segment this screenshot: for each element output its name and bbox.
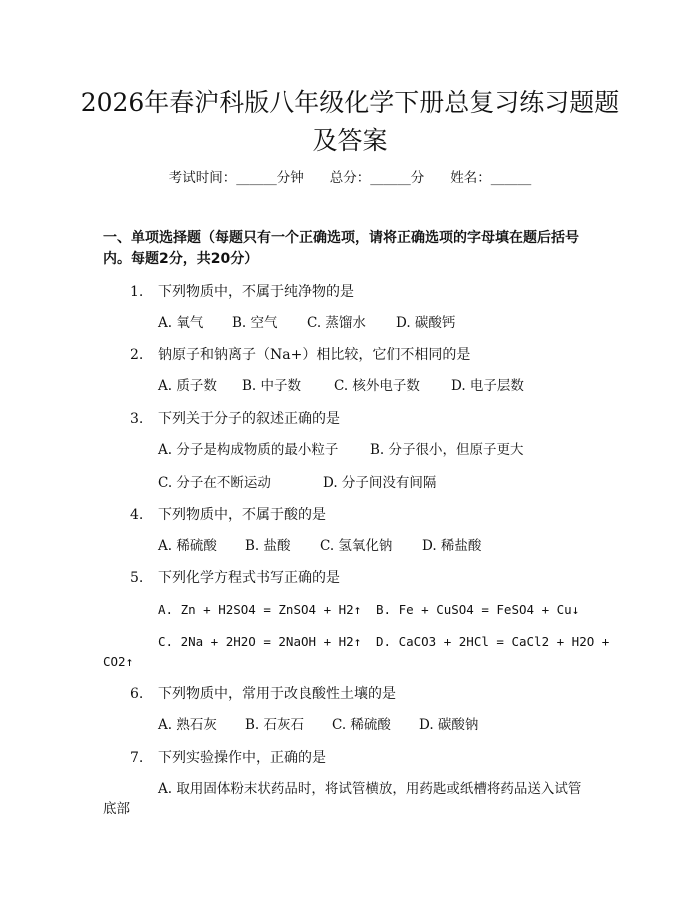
option-d: D. CaCO3 + 2HCl = CaCl2 + H2O +	[376, 634, 610, 649]
question-2	[130, 345, 470, 365]
question-text: 下列物质中，常用于改良酸性土壤的是	[158, 686, 396, 702]
exam-name: 姓名：______	[450, 170, 532, 186]
exam-time: 考试时间：______分钟	[168, 170, 304, 186]
option-c: C. 核外电子数	[334, 378, 420, 394]
question-4-options	[158, 536, 481, 556]
option-a: A. 氧气	[158, 315, 204, 331]
option-c: C. 分子在不断运动	[158, 475, 271, 491]
option-d: D. 碳酸钙	[396, 315, 456, 331]
option-a: A. 熟石灰	[158, 717, 217, 733]
option-a: A. 稀硫酸	[158, 538, 217, 554]
question-text: 下列物质中，不属于酸的是	[158, 507, 326, 523]
option-b: B. Fe + CuSO4 = FeSO4 + Cu↓	[376, 602, 580, 617]
question-text: 下列物质中，不属于纯净物的是	[158, 284, 354, 300]
option-d: D. 分子间没有间隔	[323, 475, 437, 491]
question-number: 5.	[130, 570, 144, 586]
section-heading-line1: 一、单项选择题（每题只有一个正确选项，请将正确选项的字母填在题后括号	[103, 230, 579, 246]
option-c: C. 氢氧化钠	[320, 538, 393, 554]
question-number: 1.	[130, 284, 144, 300]
question-3-options-row1	[158, 440, 524, 460]
option-a: A. 质子数	[158, 378, 217, 394]
exam-total-score: 总分：______分	[329, 170, 425, 186]
question-number: 4.	[130, 507, 144, 523]
option-c: C. 稀硫酸	[332, 717, 391, 733]
option-c: C. 2Na + 2H2O = 2NaOH + H2↑	[158, 634, 362, 649]
question-7-option-a: A. 取用固体粉末状药品时，将试管横放，用药匙或纸槽将药品送入试管	[158, 781, 582, 797]
option-d: D. 电子层数	[451, 378, 524, 394]
option-c: C. 蒸馏水	[307, 315, 366, 331]
question-1-options	[158, 313, 455, 333]
question-1	[130, 282, 354, 302]
question-text: 下列实验操作中，正确的是	[158, 750, 326, 766]
question-number: 7.	[130, 750, 144, 766]
question-6-options	[158, 715, 478, 735]
question-text: 钠原子和钠离子（Na+）相比较，它们不相同的是	[158, 347, 471, 363]
option-b: B. 中子数	[242, 378, 302, 394]
option-d: D. 稀盐酸	[422, 538, 482, 554]
option-d: D. 碳酸钠	[419, 717, 479, 733]
question-4	[130, 505, 326, 525]
option-a: A. Zn + H2SO4 = ZnSO4 + H2↑	[158, 602, 362, 617]
option-b: B. 盐酸	[245, 538, 291, 554]
section-heading	[103, 228, 598, 270]
question-2-options	[158, 376, 524, 396]
page-title: 2026年春沪科版八年级化学下册总复习练习题题及答案	[80, 88, 620, 155]
question-text: 下列化学方程式书写正确的是	[158, 570, 340, 586]
question-number: 6.	[130, 686, 144, 702]
question-number: 3.	[130, 411, 144, 427]
question-3-options-row2	[158, 473, 436, 493]
option-b: B. 分子很小，但原子更大	[370, 442, 524, 458]
exam-meta	[0, 168, 700, 188]
option-b: B. 空气	[232, 315, 278, 331]
option-b: B. 石灰石	[245, 717, 305, 733]
question-6	[130, 684, 396, 704]
question-7-option-a-continuation: 底部	[103, 801, 130, 817]
question-5-options-row1	[158, 600, 579, 620]
question-5-option-d-continuation: CO2↑	[103, 654, 134, 669]
section-heading-line2: 内。每题2分，共20分）	[103, 251, 259, 267]
question-3	[130, 409, 340, 429]
question-text: 下列关于分子的叙述正确的是	[158, 411, 340, 427]
question-number: 2.	[130, 347, 144, 363]
question-7	[130, 748, 326, 768]
question-5	[130, 568, 340, 588]
question-5-options-row2	[158, 632, 609, 652]
option-a: A. 分子是构成物质的最小粒子	[158, 442, 339, 458]
